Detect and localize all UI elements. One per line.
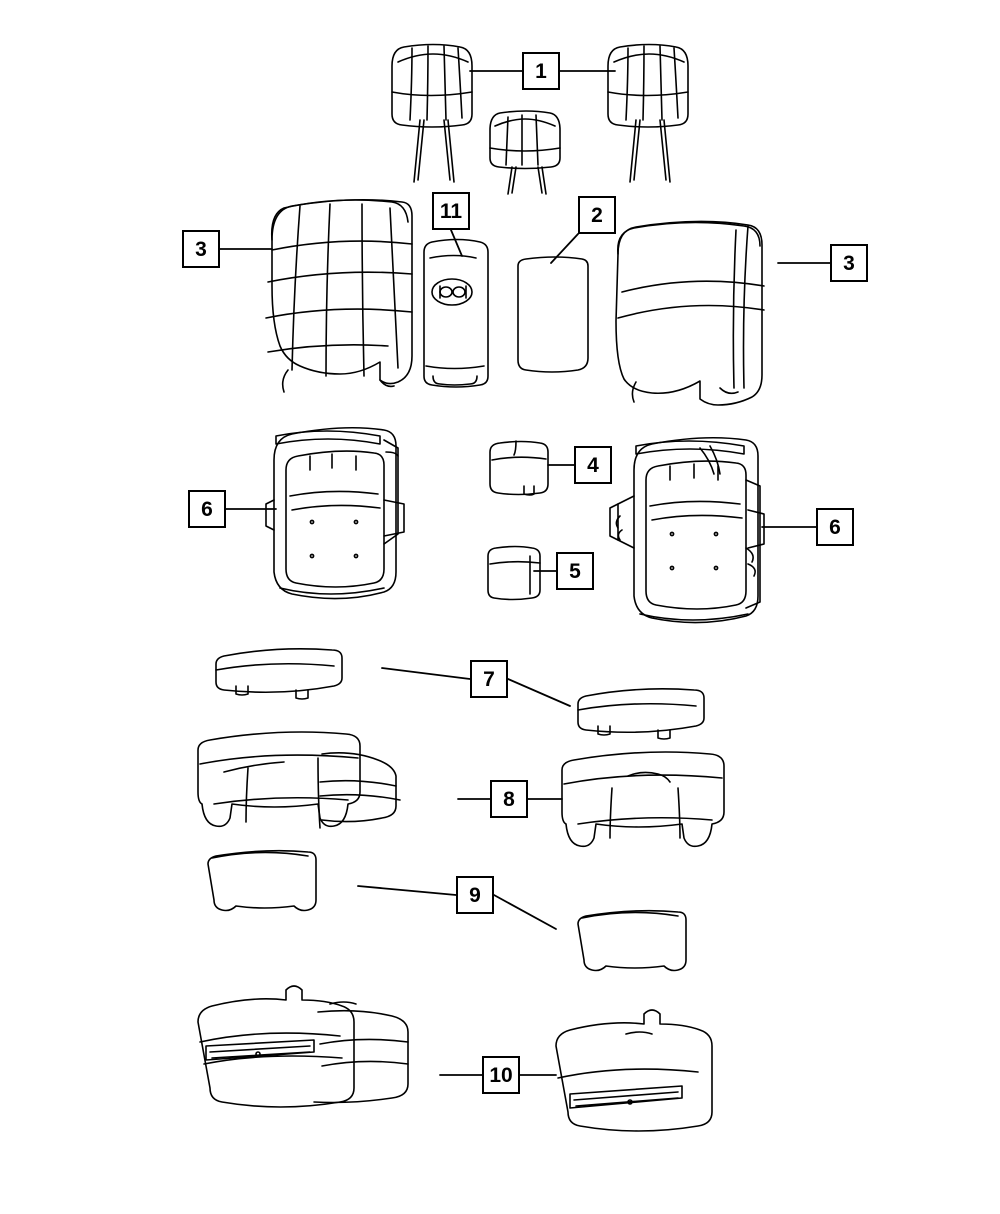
callout-2[interactable] — [578, 196, 616, 234]
callout-label: 4 — [587, 453, 599, 477]
seat-back-cover-left — [266, 200, 412, 392]
callout-label: 7 — [483, 667, 495, 691]
callout-label: 2 — [591, 203, 603, 227]
callout-9[interactable] — [456, 876, 494, 914]
leader-line-9 — [494, 895, 556, 929]
seat-cushion-assembly-left — [198, 986, 408, 1107]
callout-8[interactable] — [490, 780, 528, 818]
leader-line-11 — [451, 230, 462, 256]
seat-cushion-assembly-right — [556, 1010, 712, 1131]
cushion-cover-left — [208, 851, 316, 911]
bolster-upper — [490, 441, 548, 495]
seat-foam-right — [562, 752, 724, 846]
center-trim-panel — [518, 257, 588, 372]
callout-label: 1 — [535, 59, 547, 83]
armrest-panel — [424, 240, 488, 388]
bolster-lower — [488, 547, 540, 600]
seat-back-cover-right — [616, 221, 764, 405]
callout-label: 8 — [503, 787, 515, 811]
headrest-right — [608, 45, 688, 183]
headrest-center — [490, 111, 560, 194]
callout-label: 11 — [439, 199, 463, 223]
callout-label: 9 — [469, 883, 481, 907]
headrest-left — [392, 45, 472, 183]
callout-label: 10 — [489, 1063, 513, 1087]
callout-label: 3 — [195, 237, 207, 261]
callout-1[interactable] — [522, 52, 560, 90]
callout-label: 6 — [201, 497, 213, 521]
seat-back-frame-left — [266, 428, 404, 599]
seat-back-frame-right — [610, 438, 764, 623]
callout-5[interactable] — [556, 552, 594, 590]
leader-line-7 — [508, 679, 570, 706]
callout-11[interactable] — [432, 192, 470, 230]
leader-line-9 — [358, 886, 456, 895]
cushion-pad-left — [216, 649, 342, 699]
callout-3R[interactable] — [830, 244, 868, 282]
callout-label: 3 — [843, 251, 855, 275]
seat-foam-left — [198, 732, 400, 828]
cushion-pad-right — [578, 689, 704, 739]
callout-7[interactable] — [470, 660, 508, 698]
callout-4[interactable] — [574, 446, 612, 484]
callout-label: 6 — [829, 515, 841, 539]
cushion-cover-right — [578, 911, 686, 971]
callout-6L[interactable] — [188, 490, 226, 528]
callout-3L[interactable] — [182, 230, 220, 268]
callout-label: 5 — [569, 559, 581, 583]
callout-10[interactable] — [482, 1056, 520, 1094]
callout-6R[interactable] — [816, 508, 854, 546]
leader-line-7 — [382, 668, 470, 679]
